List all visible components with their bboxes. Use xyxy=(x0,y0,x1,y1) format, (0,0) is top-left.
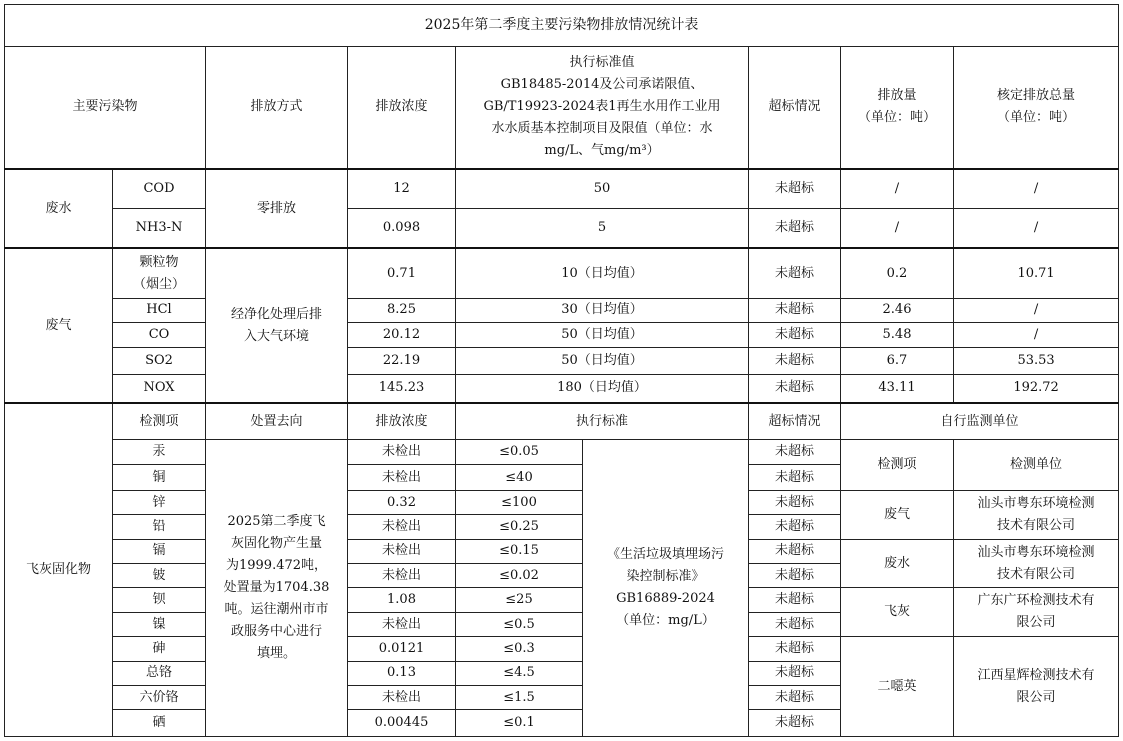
pollutant-item: SO2 xyxy=(113,347,206,374)
standard-value: 10（日均值） xyxy=(456,248,749,298)
concentration-value: 8.25 xyxy=(348,298,456,322)
exceed-status: 未超标 xyxy=(749,323,841,347)
concentration-value: 20.12 xyxy=(348,323,456,347)
table-row xyxy=(5,588,1119,612)
concentration-value: 22.19 xyxy=(348,347,456,374)
fly-ash-exceed: 未超标 xyxy=(749,710,841,737)
fly-ash-limit: ≤25 xyxy=(456,588,583,612)
fly-ash-header-disposal: 处置去向 xyxy=(206,403,348,440)
emission-value: 43.11 xyxy=(841,375,954,403)
exceed-status: 未超标 xyxy=(749,347,841,374)
fly-ash-limit: ≤0.5 xyxy=(456,612,583,636)
approved-total-value: 53.53 xyxy=(954,347,1119,374)
standard-value: 50（日均值） xyxy=(456,347,749,374)
fly-ash-exceed: 未超标 xyxy=(749,465,841,490)
monitor-item: 二噁英 xyxy=(841,637,954,737)
fly-ash-limit: ≤100 xyxy=(456,490,583,514)
fly-ash-disposal: 2025第二季度飞 灰固化物产生量 为1999.472吨， 处置量为1704.38 吨。运往潮州市市 政服务中心进行 填埋。 xyxy=(206,440,348,737)
fly-ash-concentration: 1.08 xyxy=(348,588,456,612)
standard-value: 30（日均值） xyxy=(456,298,749,322)
fly-ash-limit: ≤0.25 xyxy=(456,515,583,539)
fly-ash-header-monitor: 自行监测单位 xyxy=(841,403,1119,440)
standard-value: 5 xyxy=(456,209,749,249)
monitor-item: 废气 xyxy=(841,490,954,539)
fly-ash-limit: ≤4.5 xyxy=(456,661,583,685)
approved-total-value: / xyxy=(954,209,1119,249)
table-row xyxy=(5,403,1119,440)
approved-total-value: / xyxy=(954,169,1119,209)
fly-ash-item: 硒 xyxy=(113,710,206,737)
exceed-status: 未超标 xyxy=(749,248,841,298)
emission-value: 5.48 xyxy=(841,323,954,347)
fly-ash-concentration: 0.13 xyxy=(348,661,456,685)
fly-ash-concentration: 0.00445 xyxy=(348,710,456,737)
monitor-unit: 江西星辉检测技术有 限公司 xyxy=(954,637,1119,737)
fly-ash-concentration: 未检出 xyxy=(348,685,456,709)
fly-ash-item: 铅 xyxy=(113,515,206,539)
fly-ash-item: 钡 xyxy=(113,588,206,612)
fly-ash-limit: ≤0.02 xyxy=(456,564,583,588)
emission-value: / xyxy=(841,169,954,209)
table-row xyxy=(5,637,1119,661)
fly-ash-exceed: 未超标 xyxy=(749,685,841,709)
pollutant-item: NH3-N xyxy=(113,209,206,249)
monitor-item: 飞灰 xyxy=(841,588,954,637)
concentration-value: 12 xyxy=(348,169,456,209)
fly-ash-item: 锌 xyxy=(113,490,206,514)
table-row xyxy=(5,347,1119,374)
approved-total-value: 10.71 xyxy=(954,248,1119,298)
table-row xyxy=(5,298,1119,322)
header-pollutant: 主要污染物 xyxy=(5,46,206,169)
concentration-value: 145.23 xyxy=(348,375,456,403)
fly-ash-concentration: 未检出 xyxy=(348,564,456,588)
fly-ash-limit: ≤0.05 xyxy=(456,440,583,465)
fly-ash-concentration: 未检出 xyxy=(348,465,456,490)
monitor-header-unit: 检测单位 xyxy=(954,440,1119,491)
fly-ash-concentration: 未检出 xyxy=(348,539,456,563)
monitor-item: 废水 xyxy=(841,539,954,588)
pollutant-item: HCl xyxy=(113,298,206,322)
emission-value: 0.2 xyxy=(841,248,954,298)
fly-ash-header-standard: 执行标准 xyxy=(456,403,749,440)
header-emission: 排放量 （单位：吨） xyxy=(841,46,954,169)
fly-ash-exceed: 未超标 xyxy=(749,515,841,539)
pollutant-item: CO xyxy=(113,323,206,347)
fly-ash-concentration: 未检出 xyxy=(348,440,456,465)
header-method: 排放方式 xyxy=(206,46,348,169)
fly-ash-limit: ≤0.15 xyxy=(456,539,583,563)
fly-ash-header-exceed: 超标情况 xyxy=(749,403,841,440)
concentration-value: 0.71 xyxy=(348,248,456,298)
monitor-unit: 汕头市粤东环境检测 技术有限公司 xyxy=(954,539,1119,588)
fly-ash-item: 铜 xyxy=(113,465,206,490)
fly-ash-limit: ≤1.5 xyxy=(456,685,583,709)
fly-ash-header-item: 检测项 xyxy=(113,403,206,440)
fly-ash-exceed: 未超标 xyxy=(749,490,841,514)
header-standard: 执行标准值 GB18485-2014及公司承诺限值、 GB/T19923-2024表1再生水用作工业用 水水质基本控制项目及限值（单位：水 mg/L、气mg/m³） xyxy=(456,46,749,169)
wastewater-method: 零排放 xyxy=(206,169,348,248)
category-fly-ash: 飞灰固化物 xyxy=(5,403,113,737)
table-row xyxy=(5,539,1119,563)
emission-value: / xyxy=(841,209,954,249)
pollutant-item: NOX xyxy=(113,375,206,403)
fly-ash-item: 镍 xyxy=(113,612,206,636)
fly-ash-concentration: 未检出 xyxy=(348,612,456,636)
pollutant-item: COD xyxy=(113,169,206,209)
table-row xyxy=(5,209,1119,249)
fly-ash-item: 铍 xyxy=(113,564,206,588)
table-row xyxy=(5,375,1119,403)
header-exceed: 超标情况 xyxy=(749,46,841,169)
category-waste-gas: 废气 xyxy=(5,248,113,402)
approved-total-value: / xyxy=(954,298,1119,322)
fly-ash-concentration: 未检出 xyxy=(348,515,456,539)
header-concentration: 排放浓度 xyxy=(348,46,456,169)
fly-ash-standard-name: 《生活垃圾填埋场污 染控制标准》 GB16889-2024 （单位：mg/L） xyxy=(583,440,749,737)
exceed-status: 未超标 xyxy=(749,298,841,322)
standard-value: 50 xyxy=(456,169,749,209)
concentration-value: 0.098 xyxy=(348,209,456,249)
standard-value: 50（日均值） xyxy=(456,323,749,347)
category-wastewater: 废水 xyxy=(5,169,113,248)
pollutant-item: 颗粒物 （烟尘） xyxy=(113,248,206,298)
fly-ash-item: 六价铬 xyxy=(113,685,206,709)
table-row xyxy=(5,248,1119,298)
fly-ash-concentration: 0.0121 xyxy=(348,637,456,661)
emission-statistics-table xyxy=(4,4,1119,737)
monitor-header-item: 检测项 xyxy=(841,440,954,491)
table-row xyxy=(5,323,1119,347)
emission-value: 2.46 xyxy=(841,298,954,322)
exceed-status: 未超标 xyxy=(749,375,841,403)
emission-value: 6.7 xyxy=(841,347,954,374)
fly-ash-limit: ≤0.1 xyxy=(456,710,583,737)
fly-ash-exceed: 未超标 xyxy=(749,588,841,612)
table-row xyxy=(5,440,1119,465)
fly-ash-limit: ≤40 xyxy=(456,465,583,490)
table-title: 2025年第二季度主要污染物排放情况统计表 xyxy=(5,5,1119,47)
fly-ash-item: 汞 xyxy=(113,440,206,465)
fly-ash-exceed: 未超标 xyxy=(749,440,841,465)
fly-ash-exceed: 未超标 xyxy=(749,612,841,636)
table-row xyxy=(5,169,1119,209)
approved-total-value: 192.72 xyxy=(954,375,1119,403)
waste-gas-method: 经净化处理后排 入大气环境 xyxy=(206,248,348,402)
table-row xyxy=(5,490,1119,514)
fly-ash-exceed: 未超标 xyxy=(749,637,841,661)
fly-ash-limit: ≤0.3 xyxy=(456,637,583,661)
approved-total-value: / xyxy=(954,323,1119,347)
standard-value: 180（日均值） xyxy=(456,375,749,403)
fly-ash-item: 总铬 xyxy=(113,661,206,685)
monitor-unit: 广东广环检测技术有 限公司 xyxy=(954,588,1119,637)
fly-ash-header-concentration: 排放浓度 xyxy=(348,403,456,440)
fly-ash-exceed: 未超标 xyxy=(749,564,841,588)
fly-ash-item: 砷 xyxy=(113,637,206,661)
monitor-unit: 汕头市粤东环境检测 技术有限公司 xyxy=(954,490,1119,539)
header-approved-total: 核定排放总量 （单位：吨） xyxy=(954,46,1119,169)
fly-ash-exceed: 未超标 xyxy=(749,539,841,563)
exceed-status: 未超标 xyxy=(749,169,841,209)
fly-ash-exceed: 未超标 xyxy=(749,661,841,685)
exceed-status: 未超标 xyxy=(749,209,841,249)
fly-ash-concentration: 0.32 xyxy=(348,490,456,514)
fly-ash-item: 镉 xyxy=(113,539,206,563)
